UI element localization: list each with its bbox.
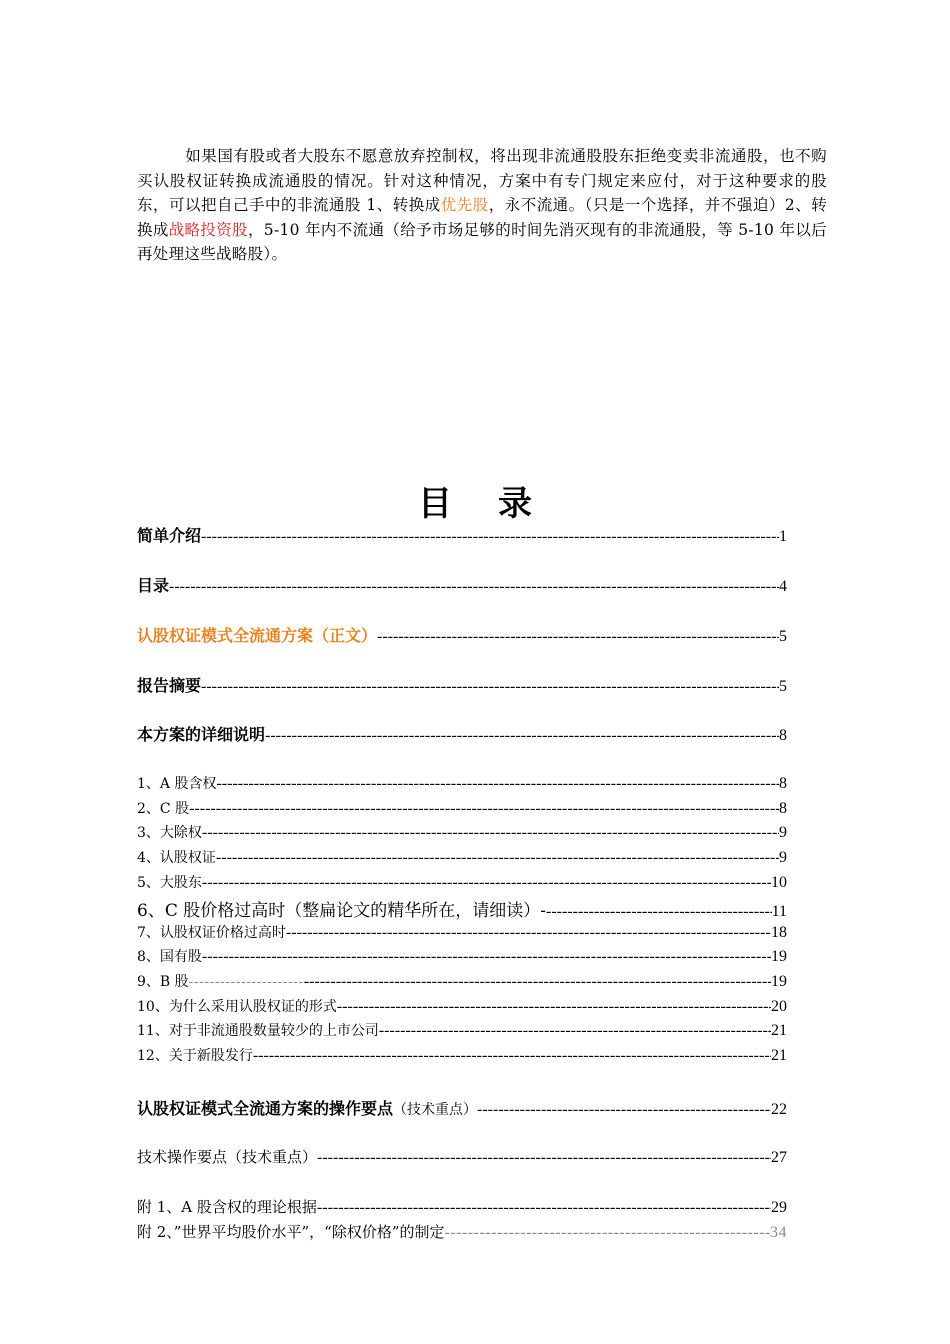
toc-entry[interactable]: 4、认股权证 ----- 9	[137, 847, 787, 867]
intro-paragraph	[137, 144, 827, 267]
toc-entry[interactable]: 2、C 股 ----- 8	[137, 798, 787, 818]
toc-entry[interactable]: 10、为什么采用认股权证的形式 ----- 20	[137, 996, 787, 1016]
paragraph-text-2: ，永不流通。（只是一个选择，并不强迫）2、转换成	[137, 196, 828, 239]
toc-entry[interactable]: 9、B 股 ---------------------- ----- 19	[137, 971, 787, 991]
toc-entry[interactable]: 7、认股权证价格过高时 ----- 18	[137, 922, 787, 942]
toc-entry[interactable]: 认股权证模式全流通方案（正文） ----- 5	[137, 623, 787, 646]
toc-entry[interactable]: 11、对于非流通股数量较少的上市公司 ----- 21	[137, 1020, 787, 1040]
toc-entry[interactable]: 3、大除权 ----- 9	[137, 822, 787, 842]
toc-entry[interactable]: 1、A 股含权 ----- 8	[137, 773, 787, 793]
highlight-strategic-stock[interactable]: 战略投资股	[168, 220, 248, 239]
toc-title: 目录	[418, 484, 578, 524]
toc-entry[interactable]: 5、大股东 ----- 10	[137, 872, 787, 892]
toc-entry[interactable]: 8、国有股 ----- 19	[137, 946, 787, 966]
toc-entry[interactable]: 认股权证模式全流通方案的操作要点 （技术重点） ----- 22	[137, 1096, 787, 1119]
toc-entry[interactable]: 附 2、”世界平均股价水平”，“除权价格”的制定 ----- 34	[137, 1221, 787, 1242]
toc-entry[interactable]: 附 1、A 股含权的理论根据 ----- 29	[137, 1196, 787, 1217]
toc-entry[interactable]: 报告摘要 ----- 5	[137, 673, 787, 696]
toc-entry[interactable]: 本方案的详细说明 ----- 8	[137, 722, 787, 745]
toc-entry[interactable]: 12、关于新股发行 ----- 21	[137, 1045, 787, 1065]
paragraph-text-3: ，5-10 年内不流通（给予市场足够的时间先消灭现有的非流通股，等 5-10 年以后再处理这些战略股）。	[137, 220, 827, 263]
toc-entry[interactable]: 简单介绍 ----- 1	[137, 523, 787, 546]
toc-entry[interactable]: 目录 ----- 4	[137, 573, 787, 596]
toc-entry[interactable]: 6、C 股价格过高时（整扁论文的精华所在，请细读）- ----- 11	[137, 896, 787, 921]
toc-entry[interactable]: 技术操作要点（技术重点） ----- 27	[137, 1146, 787, 1167]
highlight-preferred-stock[interactable]: 优先股	[440, 196, 489, 214]
paragraph-text-1: 如果国有股或者大股东不愿意放弃控制权，将出现非流通股股东拒绝变卖非流通股，也不购买认股权证转换成流通股的情况。针对这种情况，方案中有专门规定来应付，对于这种要求的股东，可以把自己手中的非流通股 1、转换成	[137, 147, 827, 214]
